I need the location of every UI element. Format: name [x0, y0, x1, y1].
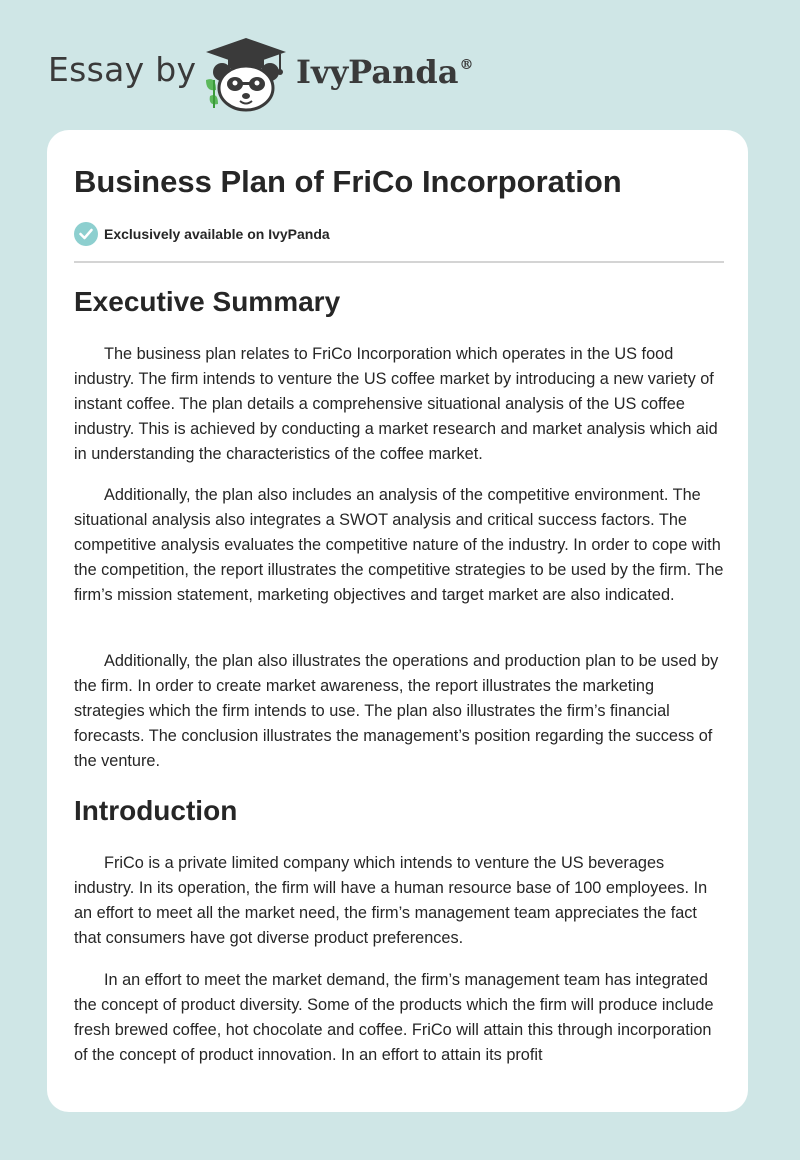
paragraph: Additionally, the plan also includes an analysis of the competitive environment. The situational analysis also integrates a SWOT analysis and critical success factors. The competitive analysis evaluates the competitive nature of the industry. In order to cope with the competition, the report illustrates the competitive strategies to be used by the firm. The firm’s mission statement, marketing objectives and target market are also indicated. — [74, 486, 724, 604]
section-heading-executive-summary: Executive Summary — [74, 286, 341, 317]
exclusive-badge — [74, 221, 330, 247]
article-card — [47, 130, 748, 1112]
paragraph: In an effort to meet the market demand, the firm’s management team has integrated the concept of product diversity. Some of the products which the firm will produce include fresh brewed coffee, hot chocolate and coffee. FriCo will attain this through incorporation of the concept of product innovation. In an effort to attain its profit — [74, 971, 714, 1064]
paragraph: Additionally, the plan also illustrates the operations and production plan to be used by the firm. In order to create market awareness, the report illustrates the marketing strategies which the firm intends to use. The plan also illustrates the firm’s financial forecasts. The conclusion illustrates the management’s position regarding the success of the venture. — [74, 652, 719, 770]
title-divider — [74, 261, 724, 263]
registered-mark: ® — [459, 57, 474, 73]
site-header — [0, 0, 800, 125]
badge-label: Exclusively available on IvyPanda — [104, 226, 330, 242]
page-title: Business Plan of FriCo Incorporation — [74, 164, 622, 199]
section-heading-introduction: Introduction — [74, 795, 238, 826]
paragraph: FriCo is a private limited company which intends to venture the US beverages industry. In its operation, the firm will have a human resource base of 100 employees. In an effort to meet all the market need, the firm’s management team appreciates the fact that consumers have got diverse product preferences. — [74, 854, 708, 947]
panda-logo-icon[interactable] — [200, 36, 292, 112]
essay-by-label: Essay by — [48, 50, 197, 89]
paragraph: The business plan relates to FriCo Incorporation which operates in the US food industry. The firm intends to venture the US coffee market by introducing a new variety of instant coffee. The plan details a comprehensive situational analysis of the US coffee industry. This is achieved by conducting a market research and market analysis which aid in understanding the characteristics of the coffee market. — [74, 345, 718, 463]
check-circle-icon — [74, 222, 98, 246]
brand-name[interactable]: IvyPanda® — [296, 53, 474, 91]
